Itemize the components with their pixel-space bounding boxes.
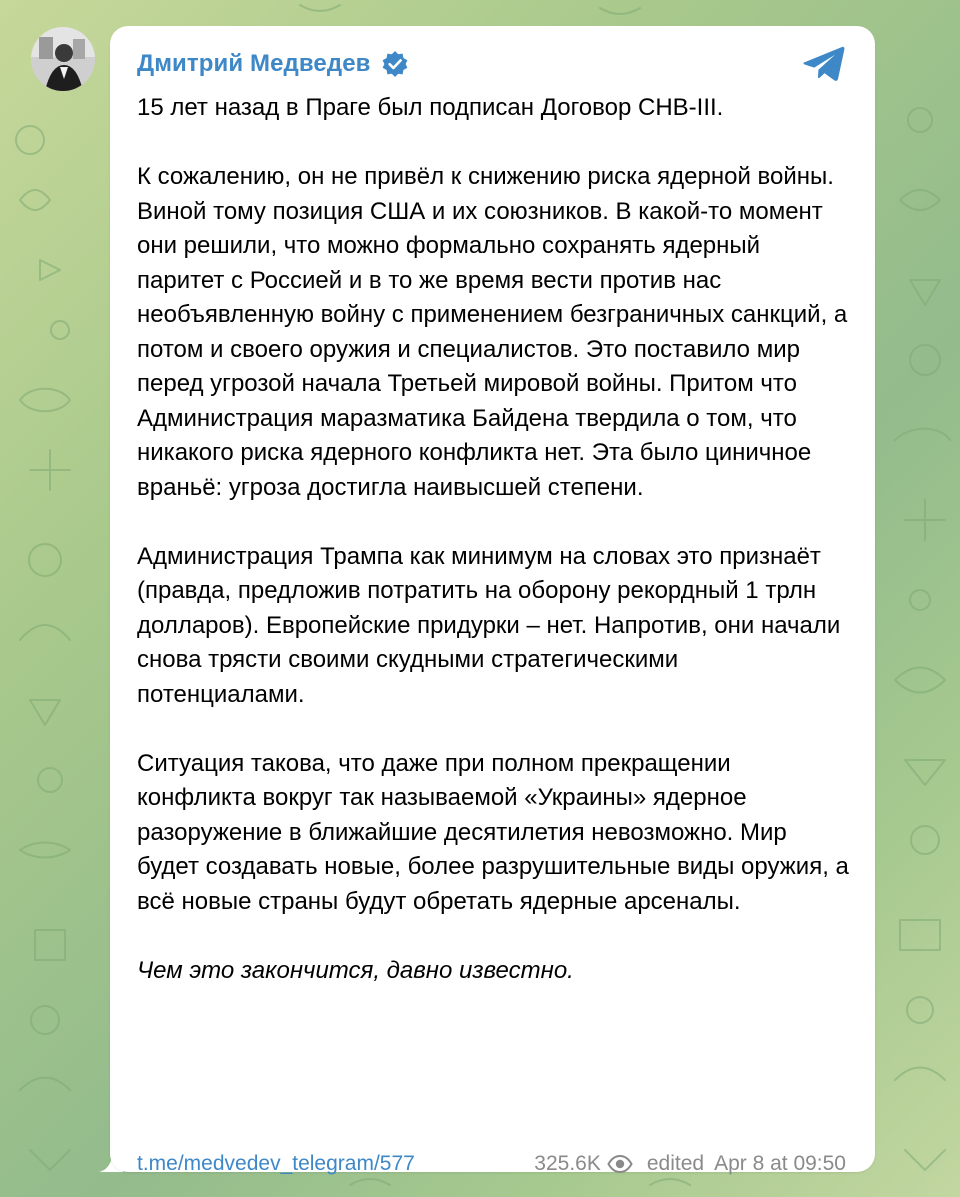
view-count: 325.6K (534, 1152, 601, 1175)
verified-badge-icon (381, 50, 409, 78)
edited-label: edited (646, 1152, 705, 1175)
message-header (137, 46, 409, 82)
author-name[interactable]: Дмитрий Медведев (137, 50, 371, 77)
message-footer (137, 1150, 846, 1178)
paragraph-1: 15 лет назад в Праге был подписан Договор СНВ-III. (137, 94, 724, 121)
avatar-image (31, 27, 95, 91)
telegram-share-icon[interactable] (802, 44, 846, 84)
paragraph-2: К сожалению, он не привёл к снижению риска ядерной войны. Виной тому позиция США и их союзников. В какой-то момент они решили, что можно формально сохранять ядерный паритет с Россией и в то же время вести против нас необъявленную войну с применением безграничных санкций, а потом и своего оружия и специалистов. Это поставило мир перед угрозой начала Третьей мировой войны. Притом что Администрация маразматика Байдена твердила о том, что никакого риска ядерного конфликта нет. Эта было циничное враньё: угроза достигла наивысшей степени. (137, 163, 848, 501)
paragraph-3: Администрация Трампа как минимум на словах это признаёт (правда, предложив потратить на оборону рекордный 1 трлн долларов). Европейские придурки – нет. Напротив, они начали снова трясти своими скудными стратегическими потенциалами. (137, 542, 841, 708)
closing-line: Чем это закончится, давно известно. (137, 956, 574, 984)
message-bubble (110, 26, 875, 1175)
message-timestamp: Apr 8 at 09:50 (714, 1152, 846, 1175)
post-link[interactable]: t.me/medvedev_telegram/577 (137, 1152, 415, 1175)
eye-icon (607, 1155, 633, 1173)
paragraph-4: Ситуация такова, что даже при полном прекращении конфликта вокруг так называемой «Украины» ядерное разоружение в ближайшие десятилетия невозможно. Мир будет создавать новые, более разрушительные виды оружия, а всё новые страны будут обретать ядерные арсеналы. (137, 749, 849, 915)
message-text (137, 91, 852, 988)
channel-avatar[interactable] (31, 27, 95, 91)
